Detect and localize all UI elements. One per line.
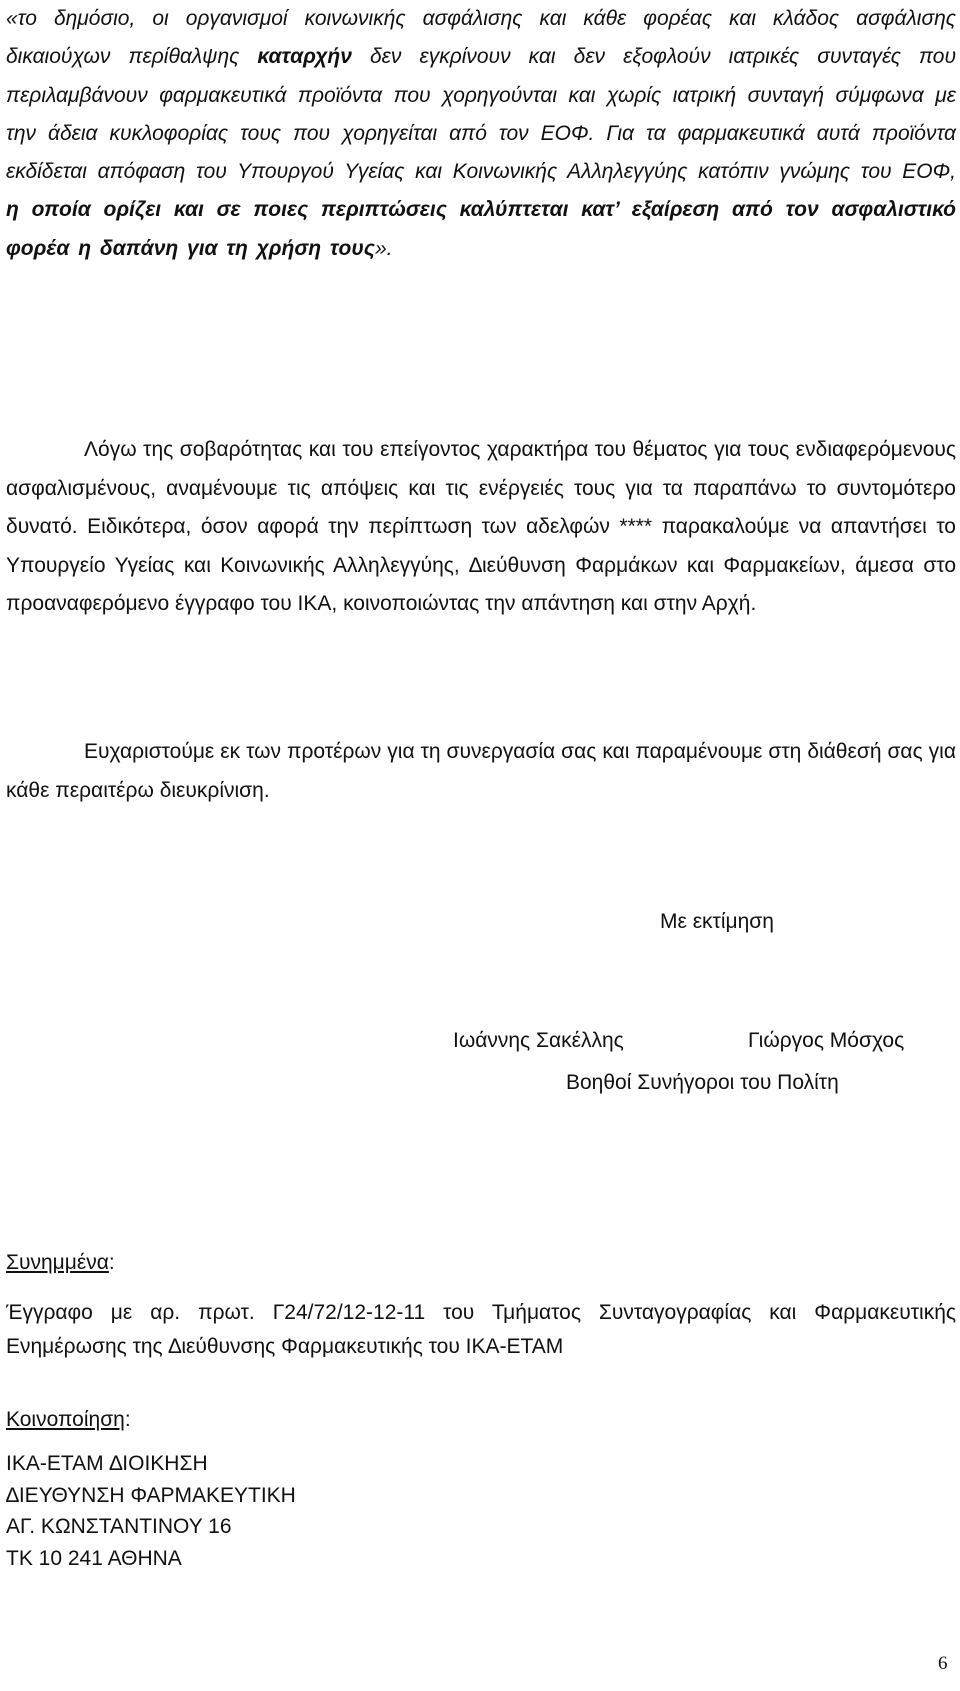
notification-address — [6, 1448, 296, 1574]
attachments-colon: : — [108, 1251, 115, 1274]
attachments-heading-label: Συνημμένα — [6, 1251, 109, 1274]
notification-heading-label: Κοινοποίηση — [6, 1408, 125, 1431]
address-line: ∆ΙΕΥΘΥΝΣΗ ΦΑΡΜΑΚΕΥΤΙΚΗ — [6, 1483, 296, 1507]
quote-text-1: «το δημόσιο, οι οργανισμοί κοινωνικής ασφάλισης και κάθε φορέας και κλάδος ασφάλισης δικαιούχων περίθαλψης — [6, 7, 956, 69]
signatory-2: Γιώργος Μόσχος — [748, 1029, 905, 1052]
attachments-text: Έγγραφο με αρ. πρωτ. Γ24/72/12-12-11 του Τμήματος Συνταγογραφίας και Φαρμακευτικής Ενημέρωσης της ∆ιεύθυνσης Φαρμακευτικής του ΙΚΑ-ΕΤΑΜ — [6, 1301, 956, 1358]
notification-heading — [6, 1408, 131, 1432]
thanks-paragraph: Ευχαριστούμε εκ των προτέρων για τη συνεργασία σας και παραμένουμε στη διάθεσή σας για κάθε περαιτέρω διευκρίνιση. — [6, 740, 956, 802]
address-line: ΤΚ 10 241 ΑΘΗΝΑ — [6, 1546, 182, 1570]
page-number: 6 — [938, 1653, 948, 1674]
request-paragraph: Λόγω της σοβαρότητας και του επείγοντος χαρακτήρα του θέματος για τους ενδιαφερόμενους ασφαλισμένους, αναμένουμε τις απόψεις και τις ενέργειές τους για τα παραπάνω το συντομότερο δυνατό. Ειδικότερα, όσον αφορά την περίπτωση των αδελφών **** παρακαλούμε να απαντήσει το Υπουργείο Υγείας και Κοινωνικής Αλληλεγγύης, ∆ιεύθυνση Φαρμάκων και Φαρμακείων, άμεσα στο προαναφερόμενο έγγραφο του ΙΚΑ, κοινοποιώντας την απάντηση και στην Αρχή. — [6, 438, 956, 615]
signatory-1: Ιωάννης Σακέλλης — [453, 1029, 624, 1052]
notification-colon: : — [124, 1408, 131, 1431]
address-line: ΑΓ. ΚΩΝΣΤΑΝΤΙΝΟΥ 16 — [6, 1515, 232, 1538]
quote-bold-exception: η οποία ορίζει και σε ποιες περιπτώσεις καλύπτεται κατ’ εξαίρεση από τον ασφαλιστικό φορέα η δαπάνη για τη χρήση τους — [6, 198, 956, 260]
quote-text-2: δεν εγκρίνουν και δεν εξοφλούν ιατρικές συνταγές που περιλαμβάνουν φαρμακευτικά προϊόντα που χορηγούνται και χωρίς ιατρική συνταγή σύμφωνα με την άδεια κυκλοφορίας τους που χορηγείται από τον ΕΟΦ. Για τα φαρμακευτικά αυτά προϊόντα εκδίδεται απόφαση του Υπουργού Υγείας και Κοινωνικής Αλληλεγγύης κατόπιν γνώμης του ΕΟΦ, — [6, 45, 956, 184]
attachments-heading — [6, 1251, 115, 1275]
quote-bold-katarchin: καταρχήν — [257, 45, 352, 69]
quoted-law-paragraph — [6, 0, 956, 268]
closing-salutation: Με εκτίμηση — [660, 910, 774, 933]
address-line: ΙΚΑ-ΕΤΑΜ ∆ΙΟΙΚΗΣΗ — [6, 1452, 208, 1475]
signatory-role: Βοηθοί Συνήγοροι του Πολίτη — [566, 1071, 839, 1094]
quote-end: ». — [374, 236, 393, 260]
